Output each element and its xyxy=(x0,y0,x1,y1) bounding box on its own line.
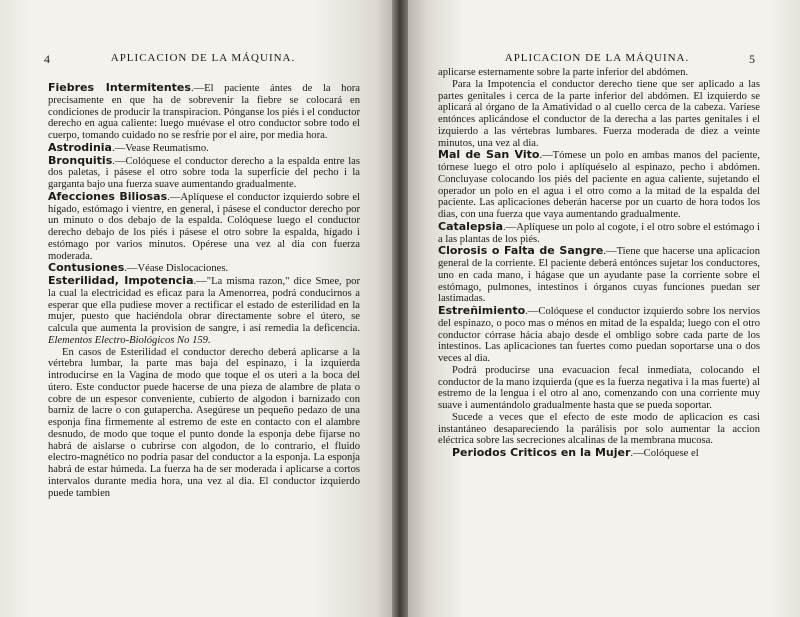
entry-text: .—Vease Reumatismo. xyxy=(111,142,209,154)
paragraph xyxy=(48,191,360,263)
entry-text: .—Tómese un polo en ambas manos del paciente, tórnese luego el otro polo i aplíquéselo al espinazo, pecho i abdómen. Concluyase colocando los piés del paciente en agua caliente, sujetando el operador un polo en el agua i el otro como a la mitad de la espalda del paciente. Las aplicaciones deberán hacerse por un cuarto de hora todos los dias, con una fuerza que vaya aumentando gradualmente. xyxy=(438,150,760,220)
paragraph xyxy=(438,305,760,365)
entry-text: Sucede a veces que el efecto de este modo de aplicacion es casi instantáneo desapareciendo la parálisis por solo aumentar la accion eléctrica sobre las secreciones alcalinas de la membrana mucosa. xyxy=(438,411,760,447)
left-page-text xyxy=(48,82,360,499)
entry-text: .—Colóquese el conductor derecho a la espalda entre las dos paletas, i pásese el otro sobre toda la superficie del pecho i la garganta bajo una fuerza suave aumentando gradualmente. xyxy=(48,155,360,190)
paragraph xyxy=(438,67,760,79)
paragraph xyxy=(438,447,760,460)
paragraph xyxy=(438,365,760,412)
entry-text: En casos de Esterilidad el conductor derecho deberá aplicarse a la vértebra lumbar, la parte mas baja del espinazo, i la izquierda introducirse en la Vagina de modo que toque el os uteri a la boca del útero. Este conductor puede hacerse de una pieza de alambre de plata o cobre de un espesor conveniente, cubierto de algodon i barnizado con barniz de lacre o con gutapercha. Asegúrese un pequeño pedazo de una esponja fina firmemente al estremo de este en contacto con el alambre desnudo, de modo que toque el punto donde la esponja debe fijarse no habrá de aislarse o cubrirse con algodon, de lo contrario, el fluido electro-magnético no podria pasar del conductor a la esponja. La esponja habrá de estar húmeda. La fuerza ha de ser moderada i aplicarse a cortos intervalos durante media hora, una vez al dia. El conductor izquierdo puede tambien xyxy=(48,346,360,499)
citation: Elementos Electro-Biológicos No 159. xyxy=(48,334,211,346)
paragraph xyxy=(48,155,360,191)
entry-heading: Bronquitis xyxy=(48,153,113,167)
entry-heading: Afecciones Biliosas xyxy=(48,189,168,203)
right-page-number: 5 xyxy=(749,52,756,66)
right-running-title: APLICACION DE LA MÁQUINA. xyxy=(504,52,690,64)
right-page xyxy=(408,0,800,617)
paragraph xyxy=(48,347,360,500)
paragraph xyxy=(438,79,760,150)
entry-text: .—Aplíquese un polo al cogote, i el otro sobre el estómago i a las plantas de los piés. xyxy=(438,221,760,245)
entry-heading: Astrodinia xyxy=(48,140,112,154)
paragraph xyxy=(438,149,760,221)
entry-heading: Periodos Criticos en la Mujer xyxy=(452,446,631,459)
entry-text: Podrá producirse una evacuacion fecal inmediata, colocando el conductor de la mano izquierda (que es la fuerza negativa i la mas fuerte) al estremo de la lengua i el otro al ano, comenzando con una corriente muy suave i aumentándolo gradualmente hasta que se pueda soportar. xyxy=(438,364,760,411)
paragraph xyxy=(438,221,760,246)
entry-text: aplicarse esternamente sobre la parte inferior del abdómen. xyxy=(438,67,689,78)
entry-text: .—Colóquese el conductor izquierdo sobre los nervios del espinazo, o poco mas o ménos en mitad de la espalda; luego con el otro conductor córrase hácia abajo desde el ombligo sobre cada parte de los intestinos. Las aplicaciones tan fuertes como puedan soportarse una o dos veces al dia. xyxy=(438,306,760,364)
entry-text: .—Colóquese el xyxy=(630,448,699,459)
right-page-text xyxy=(438,67,760,460)
entry-text: .—Tiene que hacerse una aplicacion general de la corriente. El paciente deberá entónces sujetar los conductores, uno en cada mano, i hágase que un ayudante pase la corriente sobre el estómago, pulmones, intestinos i órganos cuyas funciones puedan ser lastimadas. xyxy=(438,246,760,305)
entry-heading: Fiebres Intermitentes xyxy=(48,81,191,94)
left-page xyxy=(0,0,392,617)
entry-heading: Catalepsia xyxy=(438,219,504,233)
paragraph xyxy=(438,412,760,447)
left-page-number: 4 xyxy=(44,52,51,66)
entry-text: .—Véase Dislocaciones. xyxy=(124,263,229,275)
paragraph xyxy=(48,275,360,347)
entry-text: .—El paciente ántes de la hora precisamente en que ha de sobrevenir la fiebre se colocará en condiciones de producir la transpiracion. Pónganse los piés i el conductor derecho en agua caliente: luego muévase el otro conductor sobre todo el cuerpo, tomando cuidado no se resfrie por el aire, por media hora. xyxy=(48,83,361,141)
book-gutter xyxy=(392,0,408,617)
paragraph xyxy=(438,245,760,305)
left-running-title: APLICACION DE LA MÁQUINA. xyxy=(110,52,296,64)
entry-heading: Mal de San Vito xyxy=(438,148,540,162)
entry-text: Para la Impotencia el conductor derecho tiene que ser aplicado a las partes genitales i cerca de la parte inferior del abdómen. El izquierdo se aplicará al órgano de la Amatividad o al cuello cerca de la cabeza. Varíese entónces aplicándose el conductor de la derecha a las partes genitales i el izquierdo a las vértebras lumbares. Fuerza moderada de diez a veinte minutos, una vez al dia. xyxy=(438,78,760,149)
entry-heading: Clorosis o Falta de Sangre xyxy=(438,244,604,258)
paragraph xyxy=(48,82,360,142)
entry-heading: Estreñimiento xyxy=(438,304,526,317)
entry-text: .—Aplíquese el conductor izquierdo sobre el hígado, estómago i vientre, en general, i pásese el conductor derecho por un minuto o dos debajo de la espalda. Colóquese luego el conductor derecho debajo de los piés i pásese el otro sobre la espalda, hígado i estómago por varios minutos. Opérese una vez al dia con fuerza moderada. xyxy=(48,191,360,262)
entry-heading: Esterilidad, Impotencia xyxy=(48,274,194,287)
entry-heading: Contusiones xyxy=(48,261,125,275)
entry-text: .—"La misma razon," dice Smee, por la cual la electricidad es eficaz para la Amenorrea, podrá conducirnos a esperar que ella pudiese mover a rectificar el estado de esterilidad en la mujer, puesto que haciéndola obrar directamente sobre el útero, se calcula que aumenta la provision de sangre, i así remedia la deficencia. xyxy=(48,276,360,334)
